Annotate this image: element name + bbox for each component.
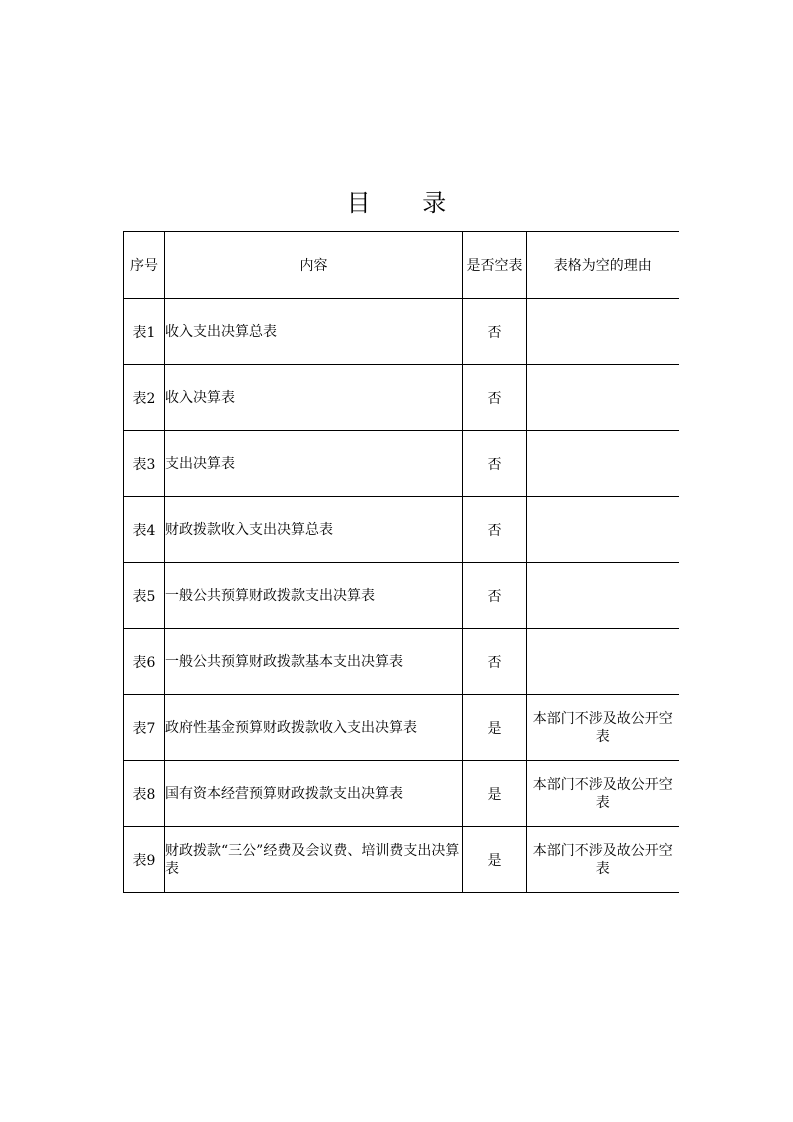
row-reason: 本部门不涉及故公开空表 xyxy=(527,827,679,893)
row-num: 表2 xyxy=(124,365,165,431)
row-reason xyxy=(527,365,679,431)
table-row xyxy=(124,497,679,563)
row-content: 国有资本经营预算财政拨款支出决算表 xyxy=(165,761,463,827)
row-num: 表1 xyxy=(124,299,165,365)
row-is-empty: 是 xyxy=(463,695,527,761)
table-row xyxy=(124,563,679,629)
row-is-empty: 否 xyxy=(463,299,527,365)
row-is-empty: 否 xyxy=(463,497,527,563)
row-reason: 本部门不涉及故公开空表 xyxy=(527,695,679,761)
row-is-empty: 否 xyxy=(463,365,527,431)
row-num: 表7 xyxy=(124,695,165,761)
row-num: 表5 xyxy=(124,563,165,629)
header-num: 序号 xyxy=(124,232,165,299)
row-reason: 本部门不涉及故公开空表 xyxy=(527,761,679,827)
row-num: 表3 xyxy=(124,431,165,497)
row-content: 一般公共预算财政拨款基本支出决算表 xyxy=(165,629,463,695)
table-row xyxy=(124,827,679,893)
row-num: 表6 xyxy=(124,629,165,695)
row-content: 收入决算表 xyxy=(165,365,463,431)
row-reason xyxy=(527,563,679,629)
header-content: 内容 xyxy=(165,232,463,299)
page-title: 目 录 xyxy=(346,189,469,217)
row-num: 表4 xyxy=(124,497,165,563)
row-reason xyxy=(527,629,679,695)
row-is-empty: 否 xyxy=(463,629,527,695)
row-reason xyxy=(527,431,679,497)
table-row xyxy=(124,299,679,365)
header-row xyxy=(124,232,679,299)
header-is-empty: 是否空表 xyxy=(463,232,527,299)
row-content: 支出决算表 xyxy=(165,431,463,497)
row-is-empty: 是 xyxy=(463,827,527,893)
row-is-empty: 否 xyxy=(463,431,527,497)
table-row xyxy=(124,431,679,497)
catalog-table xyxy=(123,231,679,893)
table-row xyxy=(124,629,679,695)
row-is-empty: 否 xyxy=(463,563,527,629)
header-reason: 表格为空的理由 xyxy=(527,232,679,299)
row-reason xyxy=(527,299,679,365)
row-content: 一般公共预算财政拨款支出决算表 xyxy=(165,563,463,629)
table-row xyxy=(124,761,679,827)
table-row xyxy=(124,365,679,431)
row-content: 财政拨款收入支出决算总表 xyxy=(165,497,463,563)
table-row xyxy=(124,695,679,761)
row-num: 表9 xyxy=(124,827,165,893)
row-content: 收入支出决算总表 xyxy=(165,299,463,365)
row-content: 政府性基金预算财政拨款收入支出决算表 xyxy=(165,695,463,761)
row-reason xyxy=(527,497,679,563)
row-is-empty: 是 xyxy=(463,761,527,827)
row-content: 财政拨款“三公”经费及会议费、培训费支出决算表 xyxy=(165,827,463,893)
row-num: 表8 xyxy=(124,761,165,827)
